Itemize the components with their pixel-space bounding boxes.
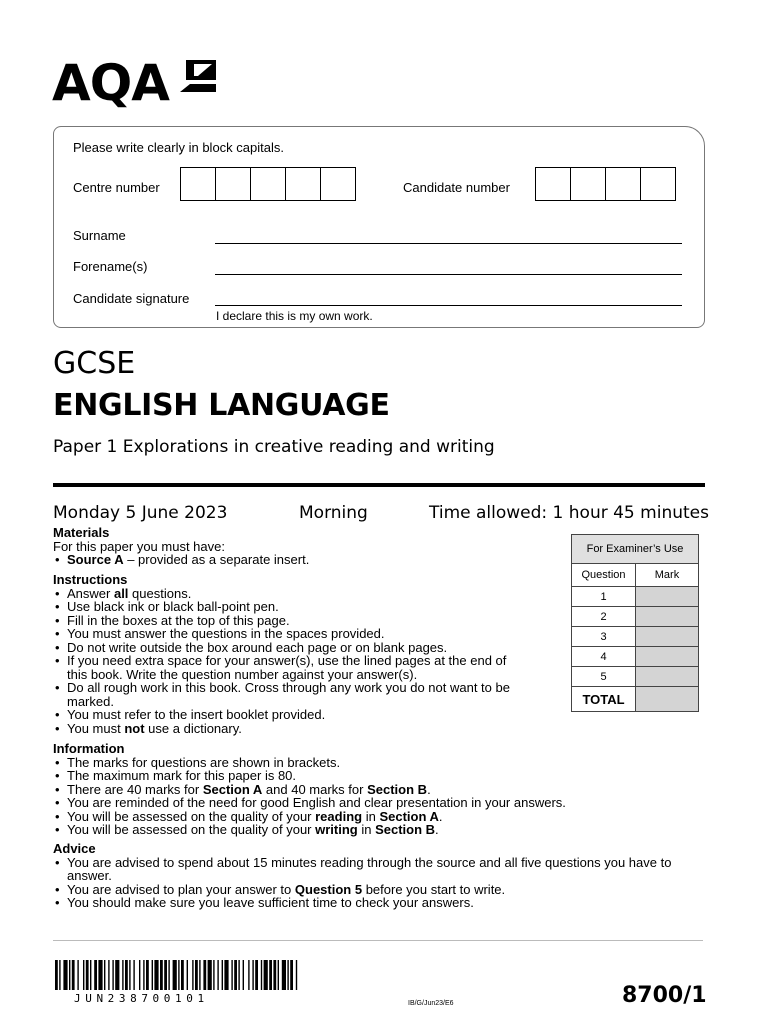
candidate-number-cell[interactable] [570, 167, 606, 201]
materials-intro: For this paper you must have: [53, 538, 225, 554]
mark-cell[interactable] [636, 667, 699, 687]
candidate-number-field[interactable] [535, 167, 675, 201]
table-row [572, 587, 699, 607]
candidate-number-cell[interactable] [640, 167, 676, 201]
footer-divider [53, 940, 703, 941]
list-item: • You are advised to spend about 15 minutes reading through the source and all five questions you have to answer. [53, 856, 693, 883]
surname-label: Surname [73, 228, 126, 243]
barcode-icon [55, 960, 300, 990]
centre-number-cell[interactable] [215, 167, 251, 201]
table-row [572, 687, 699, 712]
centre-number-cell[interactable] [180, 167, 216, 201]
exam-date: Monday 5 June 2023 [53, 503, 228, 523]
instructions-heading: Instructions [53, 572, 128, 587]
paper-title: Paper 1 Explorations in creative reading and writing [53, 437, 495, 457]
question-column-header: Question [572, 564, 636, 587]
list-item: • You should make sure you leave sufficient time to check your answers. [53, 896, 693, 910]
qualification-title: GCSE [53, 346, 136, 381]
advice-section [53, 842, 693, 910]
time-allowed: Time allowed: 1 hour 45 minutes [429, 503, 709, 523]
block-capitals-instruction: Please write clearly in block capitals. [73, 140, 284, 155]
list-item: • There are 40 marks for Section A and 40 marks for Section B. [53, 783, 693, 797]
list-item: • You will be assessed on the quality of your reading in Section A. [53, 810, 693, 824]
question-number: 2 [572, 607, 636, 627]
total-mark-cell[interactable] [636, 687, 699, 712]
forename-label: Forename(s) [73, 259, 148, 274]
list-item: • Source A – provided as a separate insert. [53, 553, 553, 567]
list-item: • The marks for questions are shown in brackets. [53, 756, 693, 770]
list-item: • Do all rough work in this book. Cross through any work you do not want to be marked. [53, 681, 537, 708]
list-item: • Fill in the boxes at the top of this page. [53, 614, 553, 628]
signature-label: Candidate signature [73, 291, 190, 306]
examiner-use-table [571, 534, 699, 712]
question-number: 5 [572, 667, 636, 687]
signature-field[interactable] [215, 305, 682, 306]
mark-cell[interactable] [636, 607, 699, 627]
list-item: • Use black ink or black ball-point pen. [53, 600, 553, 614]
paper-reference: IB/G/Jun23/E6 [408, 1000, 454, 1007]
barcode-number: JUN238700101 [74, 992, 209, 1005]
exam-session: Morning [299, 503, 368, 523]
paper-code: 8700/1 [622, 983, 707, 1008]
centre-number-cell[interactable] [285, 167, 321, 201]
centre-number-cell[interactable] [320, 167, 356, 201]
list-item: • The maximum mark for this paper is 80. [53, 769, 693, 783]
aqa-logo: AQA [52, 54, 169, 112]
centre-number-cell[interactable] [250, 167, 286, 201]
list-item: • You must refer to the insert booklet provided. [53, 708, 553, 722]
title-divider [53, 483, 705, 487]
total-label: TOTAL [572, 687, 636, 712]
table-row [572, 607, 699, 627]
materials-heading: Materials [53, 525, 110, 540]
table-row [572, 667, 699, 687]
list-item: • If you need extra space for your answer(s), use the lined pages at the end of this book. Write the question number against your answer(s). [53, 654, 527, 681]
mark-cell[interactable] [636, 627, 699, 647]
aqa-logo-mark-icon [180, 60, 216, 92]
question-number: 4 [572, 647, 636, 667]
mark-column-header: Mark [636, 564, 699, 587]
centre-number-field[interactable] [180, 167, 355, 201]
examiner-table-title: For Examiner’s Use [572, 535, 699, 564]
list-item: • You will be assessed on the quality of your writing in Section B. [53, 823, 693, 837]
subject-title: ENGLISH LANGUAGE [53, 388, 390, 423]
information-section [53, 742, 693, 837]
list-item: • You are advised to plan your answer to Question 5 before you start to write. [53, 883, 693, 897]
list-item: • You must not use a dictionary. [53, 722, 553, 736]
candidate-number-label: Candidate number [403, 180, 510, 195]
mark-cell[interactable] [636, 647, 699, 667]
list-item: • Answer all questions. [53, 587, 553, 601]
materials-section [53, 526, 553, 567]
table-row [572, 647, 699, 667]
candidate-number-cell[interactable] [605, 167, 641, 201]
mark-cell[interactable] [636, 587, 699, 607]
declaration-text: I declare this is my own work. [216, 309, 373, 323]
question-number: 3 [572, 627, 636, 647]
surname-field[interactable] [215, 243, 682, 244]
forename-field[interactable] [215, 274, 682, 275]
centre-number-label: Centre number [73, 180, 160, 195]
list-item: • You are reminded of the need for good English and clear presentation in your answers. [53, 796, 693, 810]
list-item: • Do not write outside the box around each page or on blank pages. [53, 641, 553, 655]
instructions-section [53, 573, 553, 735]
table-row [572, 627, 699, 647]
information-heading: Information [53, 741, 125, 756]
list-item: • You must answer the questions in the spaces provided. [53, 627, 553, 641]
candidate-number-cell[interactable] [535, 167, 571, 201]
advice-heading: Advice [53, 841, 96, 856]
question-number: 1 [572, 587, 636, 607]
